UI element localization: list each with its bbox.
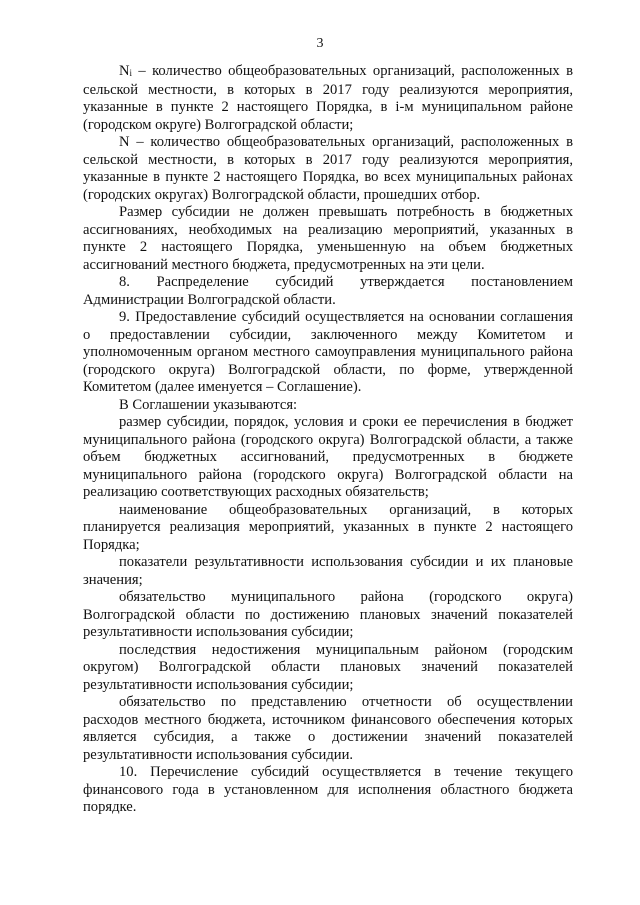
paragraph-agreement-item-5: последствия недостижения муниципальным районом (городским округом) Волгоградской области плановых значений показателей результативности использования субсидии; [83,641,573,693]
document-body [83,63,573,817]
paragraph-item-8: 8. Распределение субсидий утверждается постановлением Администрации Волгоградской области. [83,274,573,308]
paragraph-agreement-item-6: обязательство по представлению отчетности об осуществлении расходов местного бюджета, источником финансового обеспечения которых является субсидия, а также о достижении значений показателей результативности использования субсидии. [83,694,573,763]
paragraph-agreement-intro: В Соглашении указываются: [119,396,298,413]
ni-definition-text: – количество общеобразовательных организаций, расположенных в сельской местности, в которых в 2017 году реализуются мероприятия, указанные в пункте 2 настоящего Порядка, в i-м муниципальном районе (городском округе) Волгоградской области; [83,63,573,133]
ni-symbol: N [119,63,130,79]
paragraph-agreement-item-4: обязательство муниципального района (городского округа) Волгоградской области по достижению плановых значений показателей результативности использования субсидии; [83,589,573,640]
paragraph-agreement-item-3: показатели результативности использования субсидии и их плановые значения; [83,554,573,588]
ni-subscript: i [129,68,133,78]
paragraph-subsidy-size: Размер субсидии не должен превышать потребность в бюджетных ассигнованиях, необходимых на реализацию мероприятий, указанных в пункте 2 настоящего Порядка, уменьшенную на объем бюджетных ассигнований местного бюджета, предусмотренных на эти цели. [83,204,573,273]
paragraph-agreement-item-2: наименование общеобразовательных организаций, в которых планируется реализация мероприятий, указанных в пункте 2 настоящего Порядка; [83,501,573,553]
paragraph-item-10: 10. Перечисление субсидий осуществляется в течение текущего финансового года в установленном для исполнения областного бюджета порядке. [83,764,573,815]
paragraph-ni-definition [83,63,573,134]
page-number: 3 [316,36,324,51]
paragraph-n-definition: N – количество общеобразовательных организаций, расположенных в сельской местности, в которых в 2017 году реализуются мероприятия, указанные в пункте 2 настоящего Порядка, во всех муниципальных районах (городских округах) Волгоградской области, прошедших отбор. [83,134,573,203]
paragraph-item-9: 9. Предоставление субсидий осуществляется на основании соглашения о предоставлении субсидии, заключенного между Комитетом и уполномоченным органом местного самоуправления муниципального района (городского округа) Волгоградской области, по форме, утвержденной Комитетом (далее именуется – Соглашение). [83,309,573,395]
paragraph-agreement-item-1: размер субсидии, порядок, условия и сроки ее перечисления в бюджет муниципального района (городского округа) Волгоградской области, а также объем бюджетных ассигнований, предусмотренных в бюджете муниципального района (городского округа) Волгоградской области на реализацию соответствующих расходных обязательств; [83,414,573,500]
